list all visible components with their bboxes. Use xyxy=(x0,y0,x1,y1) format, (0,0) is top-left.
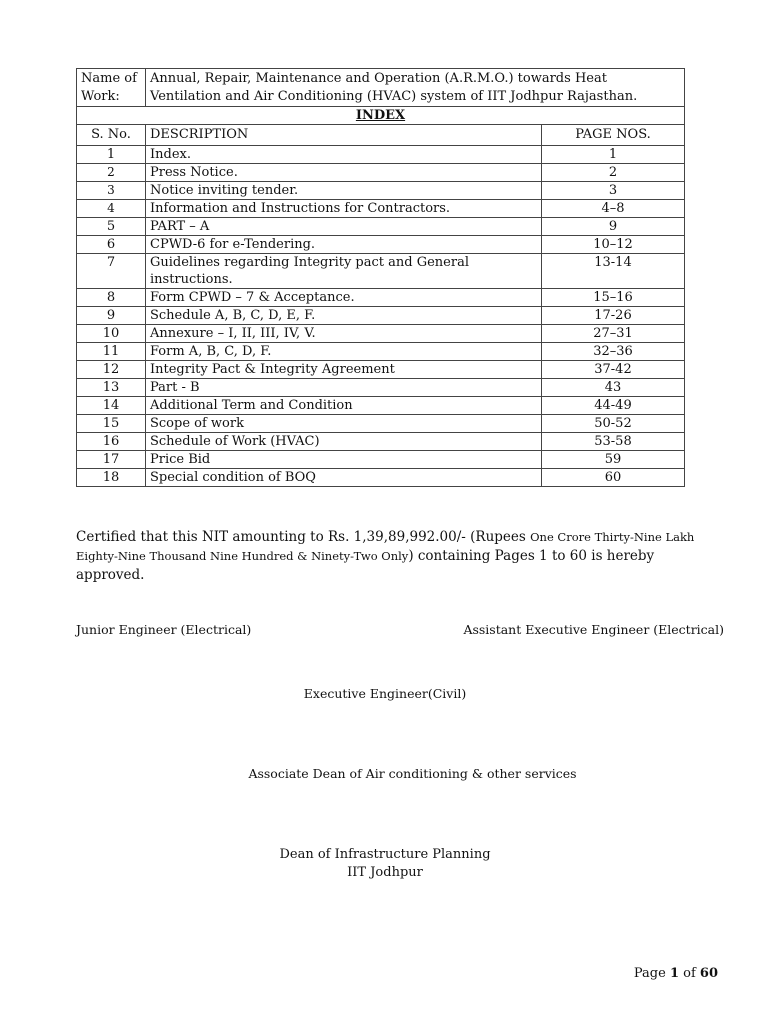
index-row-pages: 43 xyxy=(542,379,685,397)
index-row-pages: 32–36 xyxy=(542,343,685,361)
index-row-sno: 4 xyxy=(77,200,146,218)
index-row-description: Price Bid xyxy=(146,451,542,469)
page-prefix: Page xyxy=(633,966,670,981)
index-row-description: Form CPWD – 7 & Acceptance. xyxy=(146,289,542,307)
index-row-sno: 15 xyxy=(77,415,146,433)
index-row-sno: 13 xyxy=(77,379,146,397)
index-row-description: Guidelines regarding Integrity pact and General instructions. xyxy=(146,254,542,289)
index-row xyxy=(77,397,685,415)
signatory-dean-title: Dean of Infrastructure Planning xyxy=(279,847,491,862)
index-row-sno: 2 xyxy=(77,164,146,182)
index-row xyxy=(77,182,685,200)
column-header-pages: PAGE NOS. xyxy=(542,125,685,146)
column-header-description: DESCRIPTION xyxy=(146,125,542,146)
index-row-pages: 53-58 xyxy=(542,433,685,451)
index-row xyxy=(77,451,685,469)
index-row-pages: 9 xyxy=(542,218,685,236)
page-number xyxy=(634,966,718,981)
index-row-pages: 1 xyxy=(542,146,685,164)
index-body xyxy=(77,146,685,487)
index-row-pages: 15–16 xyxy=(542,289,685,307)
index-row xyxy=(77,200,685,218)
index-row-description: Scope of work xyxy=(146,415,542,433)
index-row-description: Schedule A, B, C, D, E, F. xyxy=(146,307,542,325)
index-row-description: Integrity Pact & Integrity Agreement xyxy=(146,361,542,379)
index-title: INDEX xyxy=(77,107,685,125)
index-row xyxy=(77,325,685,343)
index-row xyxy=(77,146,685,164)
index-row-description: Press Notice. xyxy=(146,164,542,182)
index-row-sno: 12 xyxy=(77,361,146,379)
index-row-description: CPWD-6 for e-Tendering. xyxy=(146,236,542,254)
signatory-executive-engineer: Executive Engineer(Civil) xyxy=(303,686,467,701)
index-row-sno: 16 xyxy=(77,433,146,451)
index-row-sno: 14 xyxy=(77,397,146,415)
index-row-pages: 10–12 xyxy=(542,236,685,254)
certification-text-2: ) containing Pages 1 to 60 is hereby approved. xyxy=(76,548,655,583)
index-row-sno: 7 xyxy=(77,254,146,289)
index-row-sno: 5 xyxy=(77,218,146,236)
index-header-row xyxy=(77,125,685,146)
index-row xyxy=(77,415,685,433)
index-row-pages: 3 xyxy=(542,182,685,200)
index-row-pages: 37-42 xyxy=(542,361,685,379)
index-row-sno: 18 xyxy=(77,469,146,487)
index-row-description: Form A, B, C, D, F. xyxy=(146,343,542,361)
index-row-pages: 4–8 xyxy=(542,200,685,218)
index-row-pages: 17-26 xyxy=(542,307,685,325)
index-row xyxy=(77,307,685,325)
certification-text-1: Certified that this NIT amounting to Rs. 1,39,89,992.00/- (Rupees xyxy=(76,529,531,545)
index-row-description: Information and Instructions for Contractors. xyxy=(146,200,542,218)
index-row xyxy=(77,236,685,254)
signatory-dean-institute: IIT Jodhpur xyxy=(347,865,423,880)
page-total: 60 xyxy=(699,966,718,981)
index-row-description: Annexure – I, II, III, IV, V. xyxy=(146,325,542,343)
index-row xyxy=(77,164,685,182)
index-row-sno: 8 xyxy=(77,289,146,307)
index-row-pages: 13-14 xyxy=(542,254,685,289)
index-row-pages: 44-49 xyxy=(542,397,685,415)
index-row-sno: 10 xyxy=(77,325,146,343)
index-row-description: Special condition of BOQ xyxy=(146,469,542,487)
index-row xyxy=(77,361,685,379)
index-title-row xyxy=(77,107,685,125)
index-row-sno: 1 xyxy=(77,146,146,164)
index-row-sno: 11 xyxy=(77,343,146,361)
index-row-sno: 9 xyxy=(77,307,146,325)
certification-statement xyxy=(76,528,706,585)
index-row-pages: 27–31 xyxy=(542,325,685,343)
column-header-sno: S. No. xyxy=(77,125,146,146)
index-row xyxy=(77,289,685,307)
certification-amount-words: One Crore Thirty-Nine Lakh Eighty-Nine Thousand Nine Hundred & Ninety-Two Only xyxy=(76,530,695,563)
signatory-assistant-executive-engineer: Assistant Executive Engineer (Electrical) xyxy=(463,622,724,637)
index-row-sno: 3 xyxy=(77,182,146,200)
index-row-description: Notice inviting tender. xyxy=(146,182,542,200)
page-of: of xyxy=(679,966,700,981)
index-row-sno: 6 xyxy=(77,236,146,254)
name-of-work-row xyxy=(77,69,685,107)
index-table xyxy=(76,68,685,487)
index-row-pages: 60 xyxy=(542,469,685,487)
index-row xyxy=(77,379,685,397)
index-row xyxy=(77,218,685,236)
index-row xyxy=(77,254,685,289)
index-row xyxy=(77,343,685,361)
index-row-description: Part - B xyxy=(146,379,542,397)
signatory-associate-dean: Associate Dean of Air conditioning & other services xyxy=(248,766,577,781)
index-row-pages: 50-52 xyxy=(542,415,685,433)
index-row-description: Schedule of Work (HVAC) xyxy=(146,433,542,451)
index-row-pages: 59 xyxy=(542,451,685,469)
index-row-pages: 2 xyxy=(542,164,685,182)
index-row-sno: 17 xyxy=(77,451,146,469)
index-row xyxy=(77,469,685,487)
signatory-dean xyxy=(0,846,770,882)
signatory-junior-engineer: Junior Engineer (Electrical) xyxy=(76,622,252,637)
page-current: 1 xyxy=(669,966,679,981)
index-row-description: Additional Term and Condition xyxy=(146,397,542,415)
name-of-work-value: Annual, Repair, Maintenance and Operation (A.R.M.O.) towards Heat Ventilation and Air Conditioning (HVAC) system of IIT Jodhpur Rajasthan. xyxy=(146,69,685,107)
index-row-description: PART – A xyxy=(146,218,542,236)
name-of-work-label: Name of Work: xyxy=(77,69,146,107)
index-row xyxy=(77,433,685,451)
index-row-description: Index. xyxy=(146,146,542,164)
